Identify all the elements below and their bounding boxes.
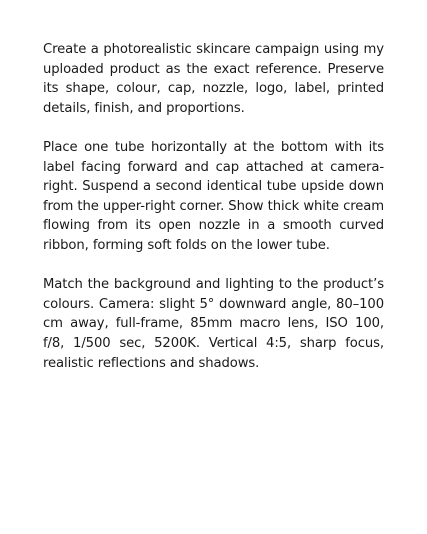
paragraph-composition: Place one tube horizontally at the bottom with its label facing forward and cap attached at camera-right. Suspend a second identical tube upside down from the upper-right corner. Show thick white cream flowing from its open nozzle in a smooth curved ribbon, forming soft folds on the lower tube. (43, 139, 384, 253)
document-body (43, 40, 384, 393)
paragraph-product-reference: Create a photorealistic skincare campaign using my uploaded product as the exact reference. Preserve its shape, colour, cap, nozzle, logo, label, printed details, finish, and proportions. (43, 42, 384, 116)
paragraph-camera-settings: Match the background and lighting to the product’s colours. Camera: slight 5° downward angle, 80–100 cm away, full-frame, 85mm macro lens, ISO 100, f/8, 1/500 sec, 5200K. Vertical 4:5, sharp focus, realistic reflections and shadows. (43, 277, 384, 371)
